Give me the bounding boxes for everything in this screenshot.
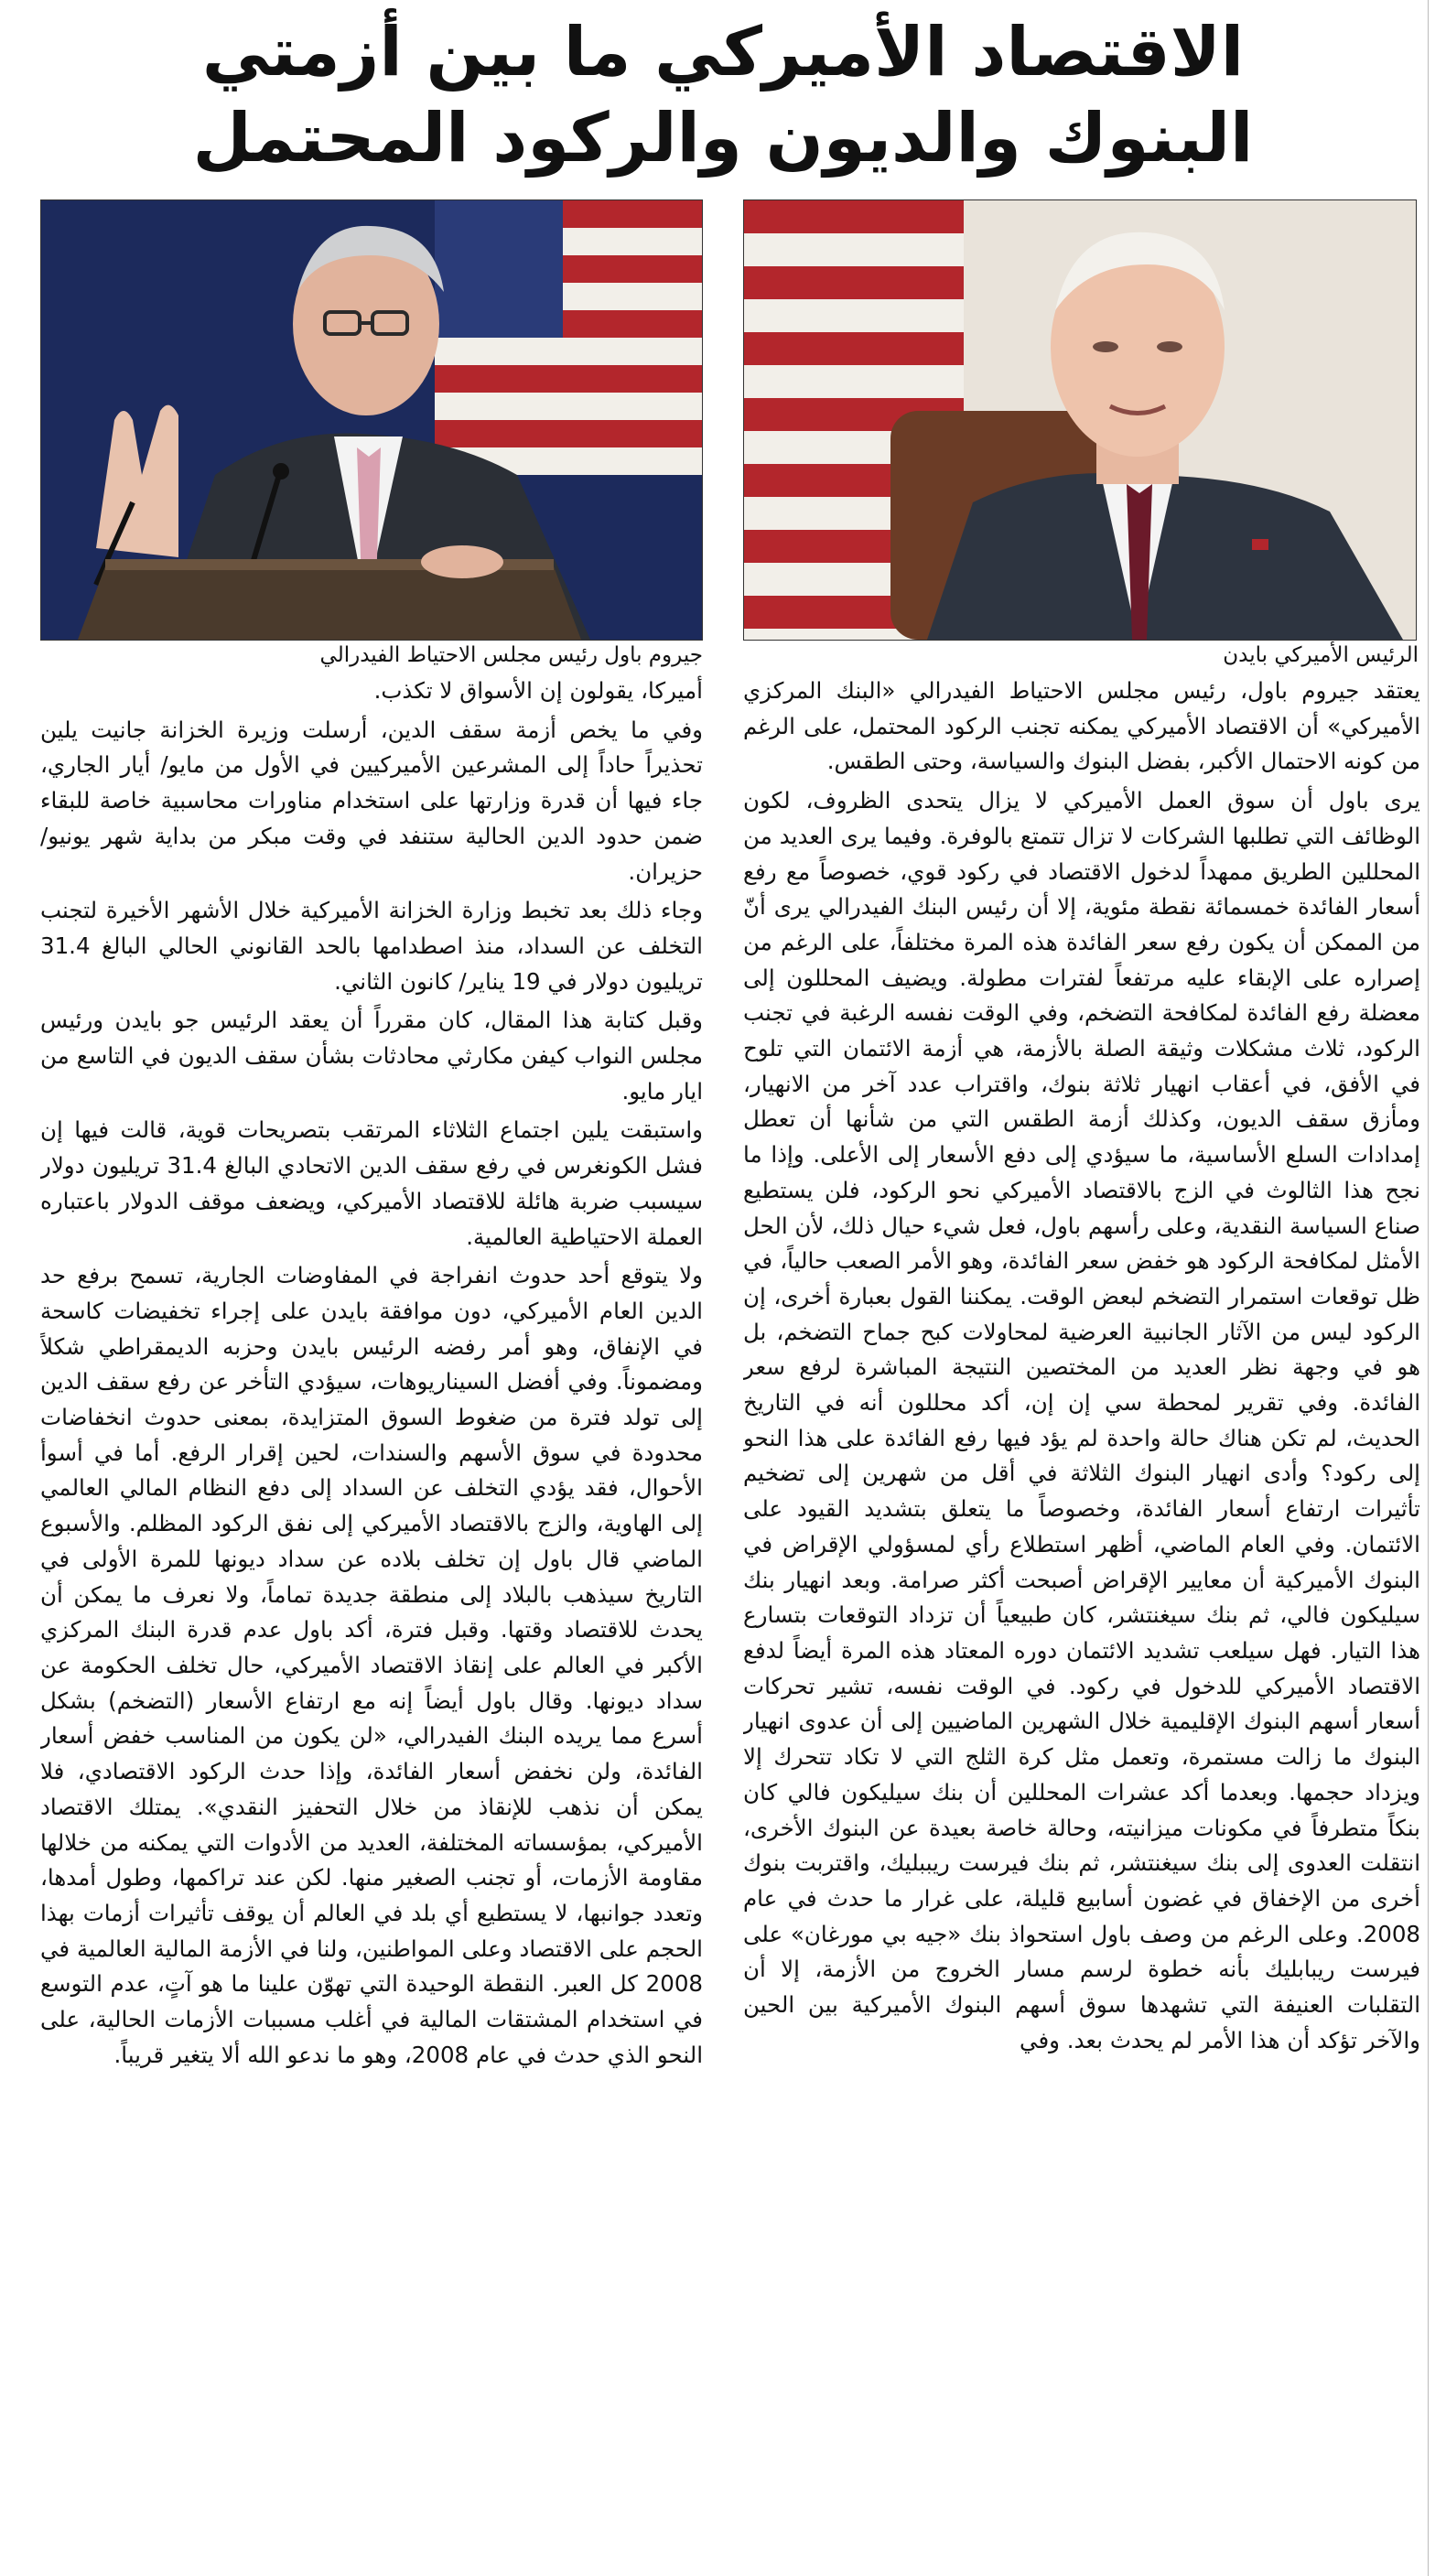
photo-biden-illustration (744, 200, 1416, 640)
headline-line-1: الاقتصاد الأميركي ما بين أزمتي (201, 13, 1245, 92)
photo-powell-illustration (41, 200, 702, 640)
paragraph: أميركا، يقولون إن الأسواق لا تكذب. (373, 677, 703, 704)
page-edge-rule (1428, 0, 1429, 2576)
paragraph: يرى باول أن سوق العمل الأميركي لا يزال يتحدى الظروف، لكون الوظائف التي تطلبها الشركات لا تزال تتمتع بالوفرة. وفيما يرى العديد من المحللين الطريق ممهداً لدخول الاقتصاد في ركود قوي، خصوصاً مع رفع أسعار الفائدة خمسمائة نقطة مئوية، إلا أن رئيس البنك الفيدرالي يرى أنّ من الممكن أن يكون رفع سعر الفائدة هذه المرة مختلفاً، على الرغم من إصراره على الإبقاء عليه مرتفعاً لفترات مطولة. ويضيف المحللون إلى معضلة رفع الفائدة لمكافحة التضخم، وفي الوقت نفسه الرغبة في تجنب الركود، ثلاث مشكلات وثيقة الصلة بالأزمة، هي أزمة الائتمان التي تلوح في الأفق، في أعقاب انهيار ثلاثة بنوك، واقتراب عدد آخر من الانهيار، ومأزق سقف الديون، وكذلك أزمة الطقس التي من شأنها أن تعطل إمدادات السلع الأساسية، ما سيؤدي إلى دفع الأسعار إلى الأعلى. وإذا ما نجح هذا الثالوث في الزج بالاقتصاد الأميركي نحو الركود، فلن يستطيع صناع السياسة النقدية، وعلى رأسهم باول، فعل شيء حيال ذلك، لأن الحل الأمثل لمكافحة الركود هو خفض سعر الفائدة، وهو الأمر الصعب حالياً، في ظل توقعات استمرار التضخم لبعض الوقت. يمكننا القول بعبارة أخرى، إن الركود ليس من الآثار الجانبية العرضية لمحاولات كبح جماح التضخم، بل هو في وجهة نظر العديد من المختصين النتيجة المباشرة لرفع سعر الفائدة. وفي تقرير لمحطة سي إن إن، أكد محللون أنه في التاريخ الحديث، لم تكن هناك حالة واحدة لم يؤد فيها رفع الفائدة على هذا النحو إلى ركود؟ وأدى انهيار البنوك الثلاثة في أقل من شهرين إلى تضخيم تأثيرات ارتفاع أسعار الفائدة، وخصوصاً ما يتعلق بتشديد القيود على الائتمان. وفي العام الماضي، أظهر استطلاع رأي لمسؤولي الإقراض في البنوك الأميركية أن معايير الإقراض أصبحت أكثر صرامة. وبعد انهيار بنك سيليكون فالي، ثم بنك سيغنتشر، كان طبيعياً أن تزداد التوقعات بتسارع هذا التيار. فهل سيلعب تشديد الائتمان دوره المعتاد هذه المرة أيضاً لدفع الاقتصاد الأميركي للدخول في ركود. في الوقت نفسه، تشير تحركات أسعار أسهم البنوك الإقليمية خلال الشهرين الماضيين إلى أن عدوى انهيار البنوك ما زالت مستمرة، وتعمل مثل كرة الثلج التي لا تكاد تتحرك إلا ويزداد حجمها. وبعدما أكد عشرات المحللين أن بنك سيليكون فالي كان بنكاً متطرفاً في مكونات ميزانيته، وحالة خاصة بعيدة عن البنوك الأخرى، انتقلت العدوى إلى بنك سيغنتشر، ثم بنك فيرست ريببليك، واقتربت بنوك أخرى من الإخفاق في غضون أسابيع قليلة، على غرار ما حدث في عام 2008. وعلى الرغم من وصف باول استحواذ بنك «جيه بي مورغان» على فيرست ريبابليك بأنه خطوة لرسم مسار الخروج من الأزمة، إلا أن التقلبات العنيفة التي تشهدها سوق أسهم البنوك الأميركية بين الحين والآخر تؤكد أن هذا الأمر لم يحدث بعد. وفي (743, 787, 1420, 2053)
photo-biden (743, 199, 1417, 641)
headline-line-2: البنوك والديون والركود المحتمل (192, 99, 1254, 178)
photo-powell (40, 199, 703, 641)
article-column-right (743, 674, 1420, 2559)
paragraph: وقبل كتابة هذا المقال، كان مقرراً أن يعقد الرئيس جو بايدن ورئيس مجلس النواب كيفن مكارثي محادثات بشأن سقف الديون في التاسع من ايار مايو. (40, 1007, 703, 1105)
paragraph: يعتقد جيروم باول، رئيس مجلس الاحتياط الفيدرالي «البنك المركزي الأميركي» أن الاقتصاد الأميركي يمكنه تجنب الركود المحتمل، على الرغم من كونه الاحتمال الأكبر، بفضل البنوك والسياسة، وحتى الطقس. (743, 677, 1420, 775)
paragraph: واستبقت يلين اجتماع الثلاثاء المرتقب بتصريحات قوية، قالت فيها إن فشل الكونغرس في رفع سقف الدين الاتحادي البالغ 31.4 تريليون دولار سيسبب ضربة هائلة للاقتصاد الأميركي، ويضعف موقف الدولار باعتباره العملة الاحتياطية العالمية. (40, 1116, 703, 1250)
headline (55, 9, 1391, 181)
caption-biden: الرئيس الأميركي بايدن (1223, 643, 1419, 667)
paragraph: ولا يتوقع أحد حدوث انفراجة في المفاوضات الجارية، تسمح برفع حد الدين العام الأميركي، دون موافقة بايدن على إجراء تخفيضات كاسحة في الإنفاق، وهو أمر رفضه الرئيس بايدن وحزبه الديمقراطي شكلاً ومضموناً. وفي أفضل السيناريوهات، سيؤدي التأخر عن رفع سقف الدين إلى تولد فترة من ضغوط السوق المتزايدة، بمعنى حدوث انخفاضات محدودة في سوق الأسهم والسندات، لحين إقرار الرفع. أما في أسوأ الأحوال، فقد يؤدي التخلف عن السداد إلى دفع النظام المالي العالمي إلى الهاوية، والزج بالاقتصاد الأميركي إلى نفق الركود المظلم. والأسبوع الماضي قال باول إن تخلف بلاده عن سداد ديونها للمرة الأولى في التاريخ سيذهب بالبلاد إلى منطقة جديدة تماماً، ولا نعرف ما يمكن أن يحدث للاقتصاد وقتها. وقبل فترة، أكد باول عدم قدرة البنك المركزي الأكبر في العالم على إنقاذ الاقتصاد الأميركي، حال تخلف الحكومة عن سداد ديونها. وقال باول أيضاً إنه مع ارتفاع الأسعار (التضخم) بشكل أسرع مما يريده البنك الفيدرالي، «لن يكون من المناسب خفض أسعار الفائدة، ولن نخفض أسعار الفائدة، وإذا حدث الركود الاقتصادي، فلا يمكن أن نذهب للإنقاذ من خلال التحفيز النقدي». يمتلك الاقتصاد الأميركي، بمؤسساته المختلفة، العديد من الأدوات التي يمكنه من خلالها مقاومة الأزمات، أو تجنب الصغير منها. لكن عند تراكمها، وطول أمدها، وتعدد جوانبها، لا يستطيع أي بلد في العالم أن يوقف تأثيرات أزمات بهذا الحجم على الاقتصاد وعلى المواطنين، ولنا في الأزمة المالية العالمية في 2008 كل العبر. النقطة الوحيدة التي تهوّن علينا ما هو آتٍ، عدم التوسع في استخدام المشتقات المالية في أغلب مسببات الأزمات الحالية، على النحو الذي حدث في عام 2008، وهو ما ندعو الله ألا يتغير قريباً. (40, 1262, 703, 2068)
article-column-left (40, 674, 703, 2559)
paragraph: وجاء ذلك بعد تخبط وزارة الخزانة الأميركية خلال الأشهر الأخيرة لتجنب التخلف عن السداد، منذ اصطدامها بالحد القانوني الحالي البالغ 31.4 تريليون دولار في 19 يناير/ كانون الثاني. (40, 897, 703, 995)
paragraph: وفي ما يخص أزمة سقف الدين، أرسلت وزيرة الخزانة جانيت يلين تحذيراً حاداً إلى المشرعين الأميركيين في الأول من مايو/ أيار الجاري، جاء فيها أن قدرة وزارتها على استخدام مناورات محاسبية خاصة للبقاء ضمن حدود الدين الحالية ستنفد في وقت مبكر من بداية شهر يونيو/ حزيران. (40, 716, 703, 885)
caption-powell: جيروم باول رئيس مجلس الاحتياط الفيدرالي (319, 643, 703, 667)
